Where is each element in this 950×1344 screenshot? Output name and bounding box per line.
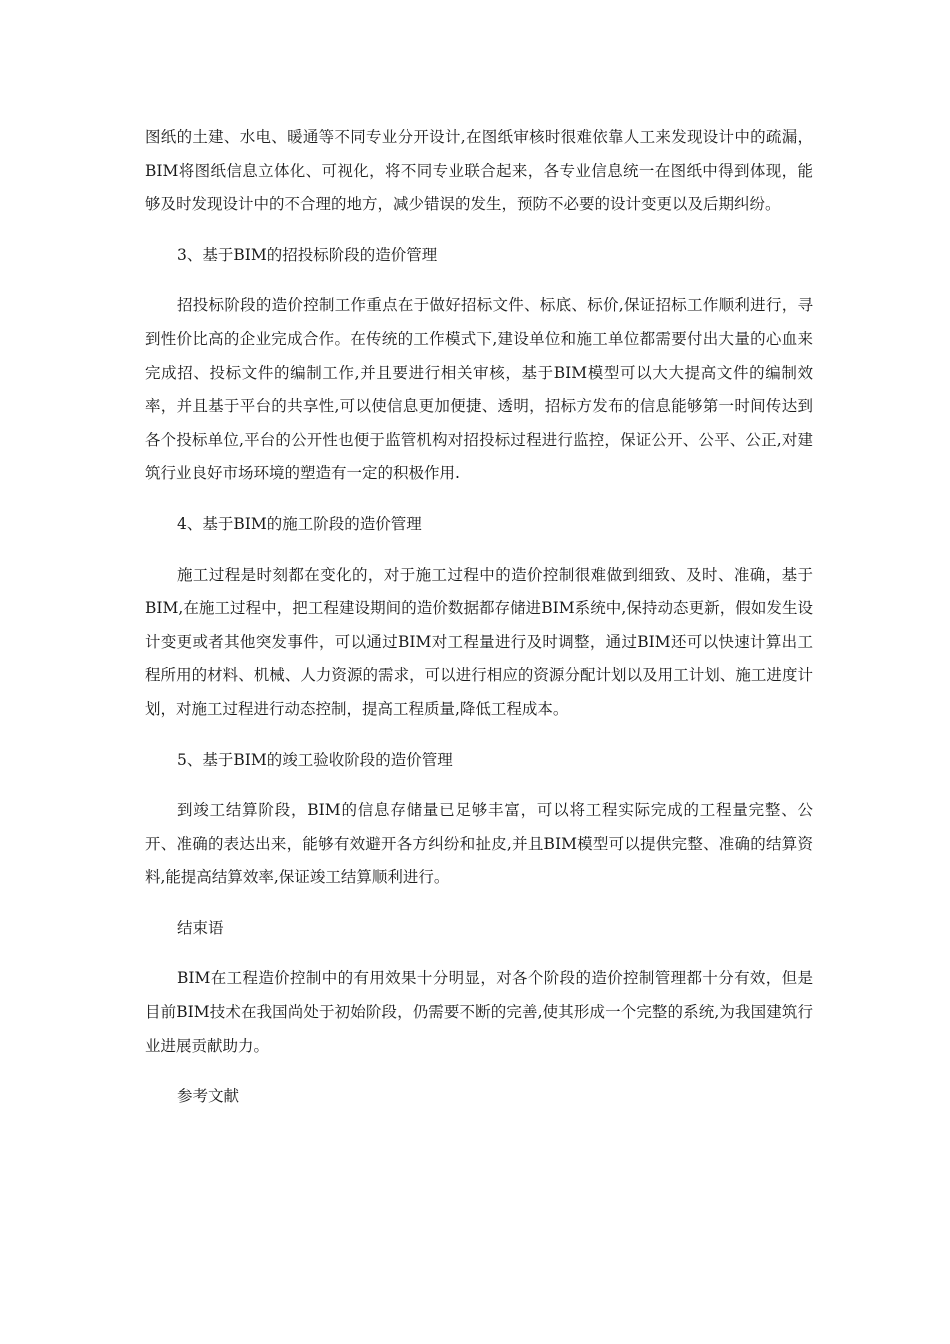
paragraph-conclusion: BIM在工程造价控制中的有用效果十分明显，对各个阶段的造价控制管理都十分有效，但是目前BIM技术在我国尚处于初始阶段，仍需要不断的完善,使其形成一个完整的系统,为我国建筑行业进展贡献助力。	[145, 969, 813, 1055]
section-heading-3: 3、基于BIM的招投标阶段的造价管理	[177, 245, 438, 264]
paragraph-continued: 图纸的土建、水电、暖通等不同专业分开设计,在图纸审核时很难依靠人工来发现设计中的疏漏，BIM将图纸信息立体化、可视化，将不同专业联合起来，各专业信息统一在图纸中得到体现，能够及时发现设计中的不合理的地方，减少错误的发生，预防不必要的设计变更以及后期纠纷。	[145, 128, 813, 214]
conclusion-heading: 结束语	[177, 918, 224, 937]
paragraph-construction-stage: 施工过程是时刻都在变化的，对于施工过程中的造价控制很难做到细致、及时、准确，基于BIM,在施工过程中，把工程建设期间的造价数据都存储进BIM系统中,保持动态更新，假如发生设计变更或者其他突发事件，可以通过BIM对工程量进行及时调整，通过BIM还可以快速计算出工程所用的材料、机械、人力资源的需求，可以进行相应的资源分配计划以及用工计划、施工进度计划，对施工过程进行动态控制，提高工程质量,降低工程成本。	[145, 565, 813, 718]
section-heading-4: 4、基于BIM的施工阶段的造价管理	[177, 514, 422, 533]
references-heading: 参考文献	[177, 1087, 240, 1106]
section-heading-5: 5、基于BIM的竣工验收阶段的造价管理	[177, 750, 453, 769]
paragraph-completion-stage: 到竣工结算阶段，BIM的信息存储量已足够丰富，可以将工程实际完成的工程量完整、公开、准确的表达出来，能够有效避开各方纠纷和扯皮,并且BIM模型可以提供完整、准确的结算资料,能提高结算效率,保证竣工结算顺利进行。	[145, 801, 813, 887]
document-body	[145, 121, 813, 1131]
paragraph-bidding-stage: 招投标阶段的造价控制工作重点在于做好招标文件、标底、标价,保证招标工作顺利进行，寻到性价比高的企业完成合作。在传统的工作模式下,建设单位和施工单位都需要付出大量的心血来完成招、投标文件的编制工作,并且要进行相关审核，基于BIM模型可以大大提高文件的编制效率，并且基于平台的共享性,可以使信息更加便捷、透明，招标方发布的信息能够第一时间传达到各个投标单位,平台的公开性也便于监管机构对招投标过程进行监控，保证公开、公平、公正,对建筑行业良好市场环境的塑造有一定的积极作用.	[145, 296, 813, 483]
